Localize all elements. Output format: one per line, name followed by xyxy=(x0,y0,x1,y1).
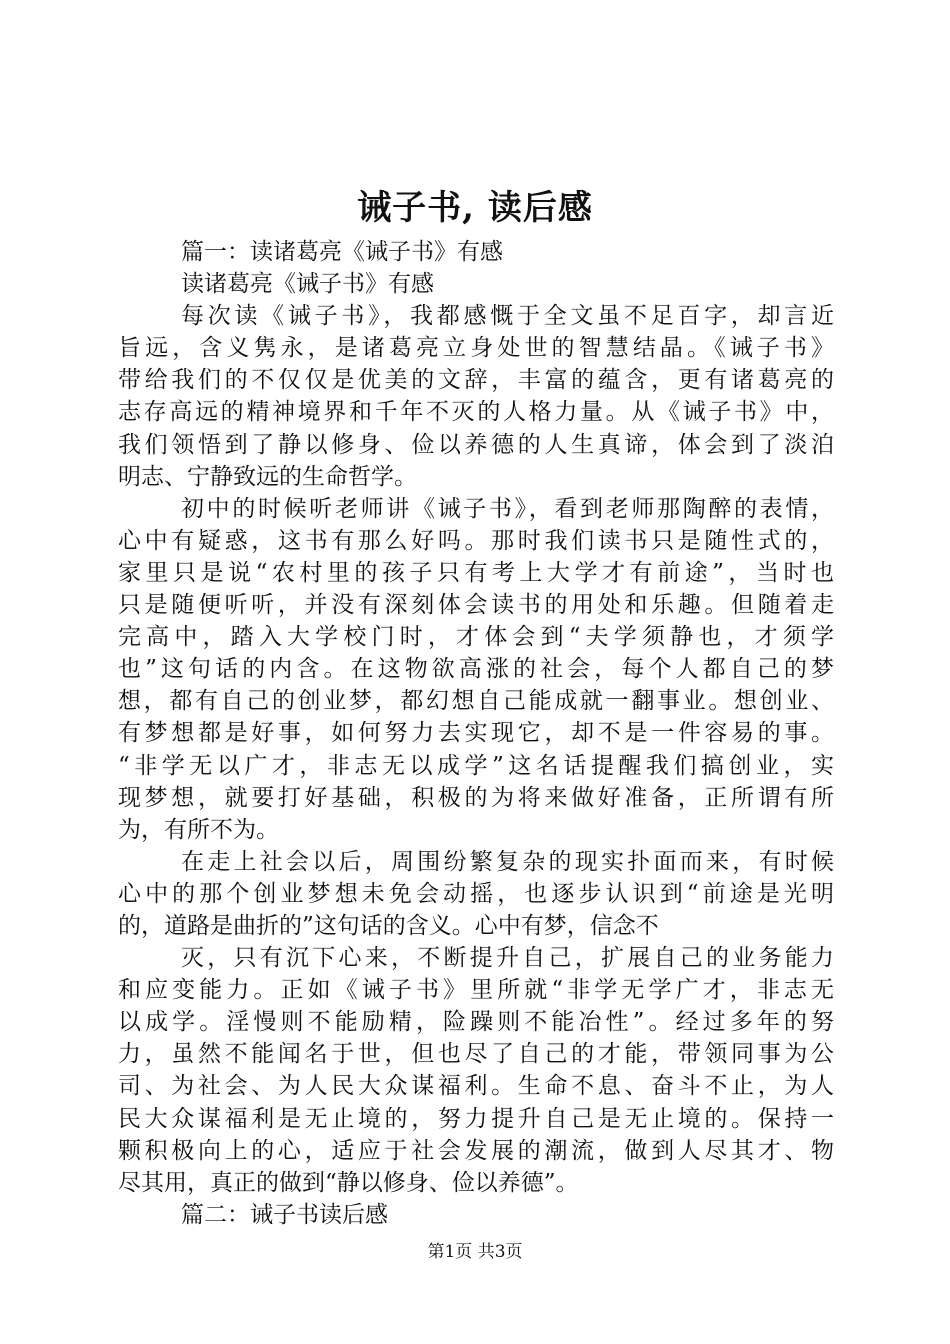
paragraph-line: 带给我们的不仅仅是优美的文辞，丰富的蕴含，更有诸葛亮的 xyxy=(118,367,834,394)
paragraph-line: 为，有所不为。 xyxy=(118,816,279,843)
paragraph-line: 志存高远的精神境界和千年不灭的人格力量。从《诫子书》中， xyxy=(118,399,834,426)
paragraph-line: 和应变能力。正如《诫子书》里所就“非学无学广才，非志无 xyxy=(118,977,834,1004)
paragraph-line: 只是随便听听，并没有深刻体会读书的用处和乐趣。但随着走 xyxy=(118,592,834,619)
paragraph-line: 以成学。淫慢则不能励精，险躁则不能冶性”。经过多年的努 xyxy=(118,1009,834,1036)
paragraph-line: 我们领悟到了静以修身、俭以养德的人生真谛，体会到了淡泊 xyxy=(118,431,834,458)
paragraph-line: 想，都有自己的创业梦，都幻想自己能成就一翻事业。想创业、 xyxy=(118,688,834,715)
paragraph-line: 家里只是说“农村里的孩子只有考上大学才有前途”，当时也 xyxy=(118,559,834,586)
paragraph-line: 心中的那个创业梦想未免会动摇，也逐步认识到“前途是光明 xyxy=(118,880,834,907)
paragraph-line: 在走上社会以后，周围纷繁复杂的现实扑面而来，有时候 xyxy=(181,848,834,875)
paragraph-line: “非学无以广才，非志无以成学”这名话提醒我们搞创业，实 xyxy=(118,752,834,779)
paragraph-line: 力，虽然不能闻名于世，但也尽了自己的才能，带领同事为公 xyxy=(118,1041,834,1068)
paragraph-line: 每次读《诫子书》，我都感慨于全文虽不足百字，却言近 xyxy=(181,303,834,330)
paragraph-line: 旨远，含义隽永，是诸葛亮立身处世的智慧结晶。《诫子书》 xyxy=(118,335,834,362)
paragraph-line: 明志、宁静致远的生命哲学。 xyxy=(118,463,417,490)
paragraph-line: 灭，只有沉下心来，不断提升自己，扩展自己的业务能力 xyxy=(181,945,834,972)
paragraph-line: 颗积极向上的心，适应于社会发展的潮流，做到人尽其才、物 xyxy=(118,1137,834,1164)
paragraph-line: 也”这句话的内含。在这物欲高涨的社会，每个人都自己的梦 xyxy=(118,656,834,683)
paragraph-line: 的，道路是曲折的”这句话的含义。心中有梦，信念不 xyxy=(118,912,659,939)
section-heading: 篇二：诫子书读后感 xyxy=(181,1201,388,1228)
paragraph-line: 有梦想都是好事，如何努力去实现它，却不是一件容易的事。 xyxy=(118,720,834,747)
subtitle-line: 读诸葛亮《诫子书》有感 xyxy=(181,271,434,298)
paragraph-line: 司、为社会、为人民大众谋福利。生命不息、奋斗不止，为人 xyxy=(118,1073,834,1100)
section-heading: 篇一：读诸葛亮《诫子书》有感 xyxy=(181,239,503,265)
document-body xyxy=(118,236,834,1231)
paragraph-line: 尽其用，真正的做到“静以修身、俭以养德”。 xyxy=(118,1169,579,1196)
paragraph-line: 初中的时候听老师讲《诫子书》，看到老师那陶醉的表情， xyxy=(181,495,834,522)
page-number: 第1页 共3页 xyxy=(427,1242,523,1262)
paragraph-line: 完高中，踏入大学校门时，才体会到“夫学须静也，才须学 xyxy=(118,624,834,651)
paragraph-line: 心中有疑惑，这书有那么好吗。那时我们读书只是随性式的， xyxy=(118,527,834,554)
document-title: 诫子书, 读后感 xyxy=(357,188,593,228)
paragraph-line: 现梦想，就要打好基础，积极的为将来做好准备，正所谓有所 xyxy=(118,784,834,811)
paragraph-line: 民大众谋福利是无止境的，努力提升自己是无止境的。保持一 xyxy=(118,1105,834,1132)
